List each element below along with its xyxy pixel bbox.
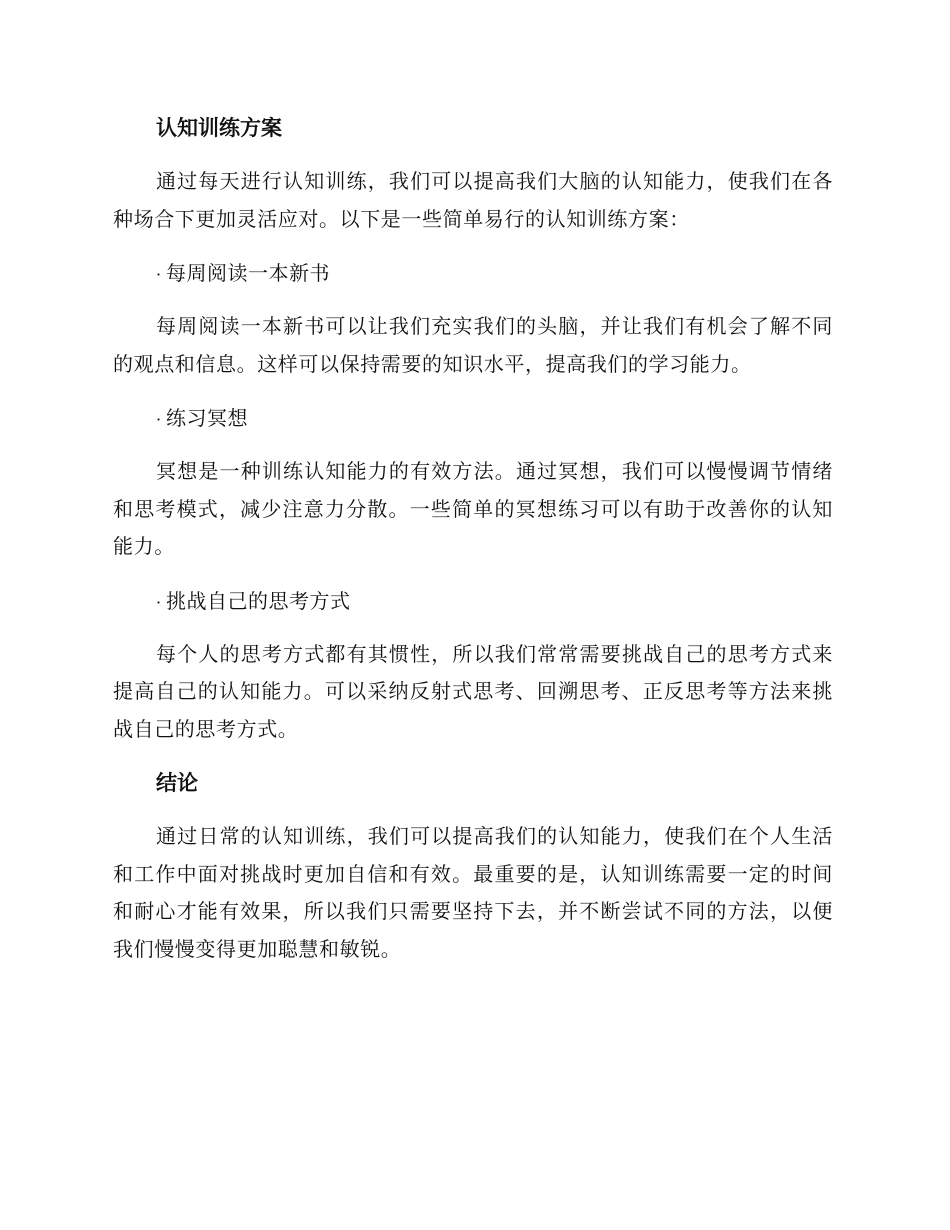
section-heading-training-plan: 认知训练方案 [156,116,282,140]
paragraph-meditation: 冥想是一种训练认知能力的有效方法。通过冥想，我们可以慢慢调节情绪和思考模式，减少注意力分散。一些简单的冥想练习可以有助于改善你的认知能力。 [113,459,833,558]
section-heading-conclusion: 结论 [156,771,198,795]
paragraph-challenge-thinking: 每个人的思考方式都有其惯性，所以我们常常需要挑战自己的思考方式来提高自己的认知能力。可以采纳反射式思考、回溯思考、正反思考等方法来挑战自己的思考方式。 [113,641,833,741]
intro-paragraph: 通过每天进行认知训练，我们可以提高我们大脑的认知能力，使我们在各种场合下更加灵活应对。以下是一些简单易行的认知训练方案： [113,169,833,231]
bullet-marker: · [156,265,162,284]
bullet-marker: · [156,410,162,429]
paragraph-reading: 每周阅读一本新书可以让我们充实我们的头脑，并让我们有机会了解不同的观点和信息。这样可以保持需要的知识水平，提高我们的学习能力。 [113,314,833,376]
conclusion-paragraph: 通过日常的认知训练，我们可以提高我们的认知能力，使我们在个人生活和工作中面对挑战时更加自信和有效。最重要的是，认知训练需要一定的时间和耐心才能有效果，所以我们只需要坚持下去，并不断尝试不同的方法，以便我们慢慢变得更加聪慧和敏锐。 [113,824,833,961]
bullet-title: 每周阅读一本新书 [166,261,330,285]
bullet-item-meditation [113,398,833,438]
bullet-marker: · [156,592,162,612]
document-page [113,108,833,983]
bullet-title: 挑战自己的思考方式 [166,588,351,613]
bullet-item-challenge-thinking [113,581,833,621]
bullet-item-reading [113,253,833,293]
bullet-title: 练习冥想 [166,406,248,430]
